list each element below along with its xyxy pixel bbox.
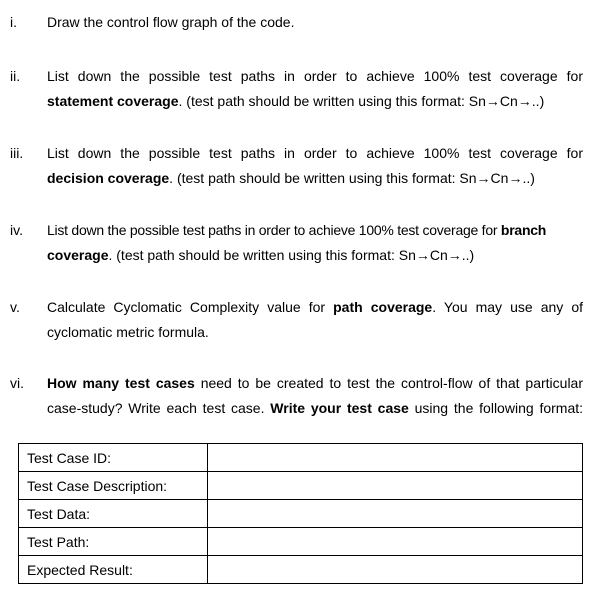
item-numeral: v. — [10, 299, 20, 315]
row-value-cell — [208, 528, 583, 556]
item-bold-text: path coverage — [333, 299, 433, 315]
item-numeral: i. — [10, 14, 17, 30]
item-bold-text: branch — [500, 222, 547, 238]
item-line — [47, 89, 583, 114]
item-text — [47, 10, 583, 35]
item-text — [47, 64, 583, 114]
item-line: List down the possible test paths in order to achieve 100% test coverage for — [47, 68, 583, 84]
table-row — [19, 500, 583, 528]
row-label: Test Data: — [19, 500, 208, 528]
item-text-segment: need to be created to test the control-flow of that particular — [194, 375, 584, 391]
item-text-segment: using the following format: — [408, 400, 584, 416]
item-bold-text: decision coverage — [47, 170, 170, 186]
item-bold-text: How many test cases — [47, 375, 195, 391]
test-case-table — [18, 443, 583, 584]
table-row — [19, 556, 583, 584]
item-line — [47, 166, 583, 191]
row-label: Test Path: — [19, 528, 208, 556]
table-row — [19, 472, 583, 500]
item-bold-text: statement coverage — [47, 93, 179, 109]
item-line — [47, 218, 583, 243]
row-value-cell — [208, 500, 583, 528]
row-value-cell — [208, 556, 583, 584]
item-line: cyclomatic metric formula. — [47, 324, 209, 340]
item-line — [47, 295, 583, 320]
item-text-segment: . (test path should be written using this format: Sn→Cn→..) — [178, 93, 545, 109]
item-text — [47, 218, 583, 268]
item-line — [47, 243, 583, 268]
item-bold-text: coverage — [47, 247, 109, 263]
item-text-segment: List down the possible test paths in order to achieve 100% test coverage for — [47, 222, 501, 238]
item-text — [47, 295, 583, 345]
item-text-segment: . You may use any of — [432, 299, 583, 315]
item-bold-text: Write your test case — [270, 400, 409, 416]
item-text-segment: . (test path should be written using this format: Sn→Cn→..) — [108, 247, 475, 263]
item-line — [47, 396, 583, 421]
item-text-segment: . (test path should be written using this format: Sn→Cn→..) — [169, 170, 535, 186]
item-text-segment: Calculate Cyclomatic Complexity value for — [47, 299, 334, 315]
item-numeral: ii. — [10, 68, 21, 84]
item-line: List down the possible test paths in order to achieve 100% test coverage for — [47, 145, 583, 161]
item-text — [47, 371, 583, 421]
row-value-cell — [208, 444, 583, 472]
row-label: Test Case Description: — [19, 472, 208, 500]
item-line — [47, 371, 583, 396]
table-row — [19, 444, 583, 472]
item-numeral: vi. — [10, 375, 24, 391]
item-text-segment: case-study? Write each test case. — [47, 400, 271, 416]
row-label: Expected Result: — [19, 556, 208, 584]
table-row — [19, 528, 583, 556]
item-line: Draw the control flow graph of the code. — [47, 14, 295, 30]
item-numeral: iv. — [10, 222, 23, 238]
row-label: Test Case ID: — [19, 444, 208, 472]
item-numeral: iii. — [10, 145, 24, 161]
row-value-cell — [208, 472, 583, 500]
item-text — [47, 141, 583, 191]
